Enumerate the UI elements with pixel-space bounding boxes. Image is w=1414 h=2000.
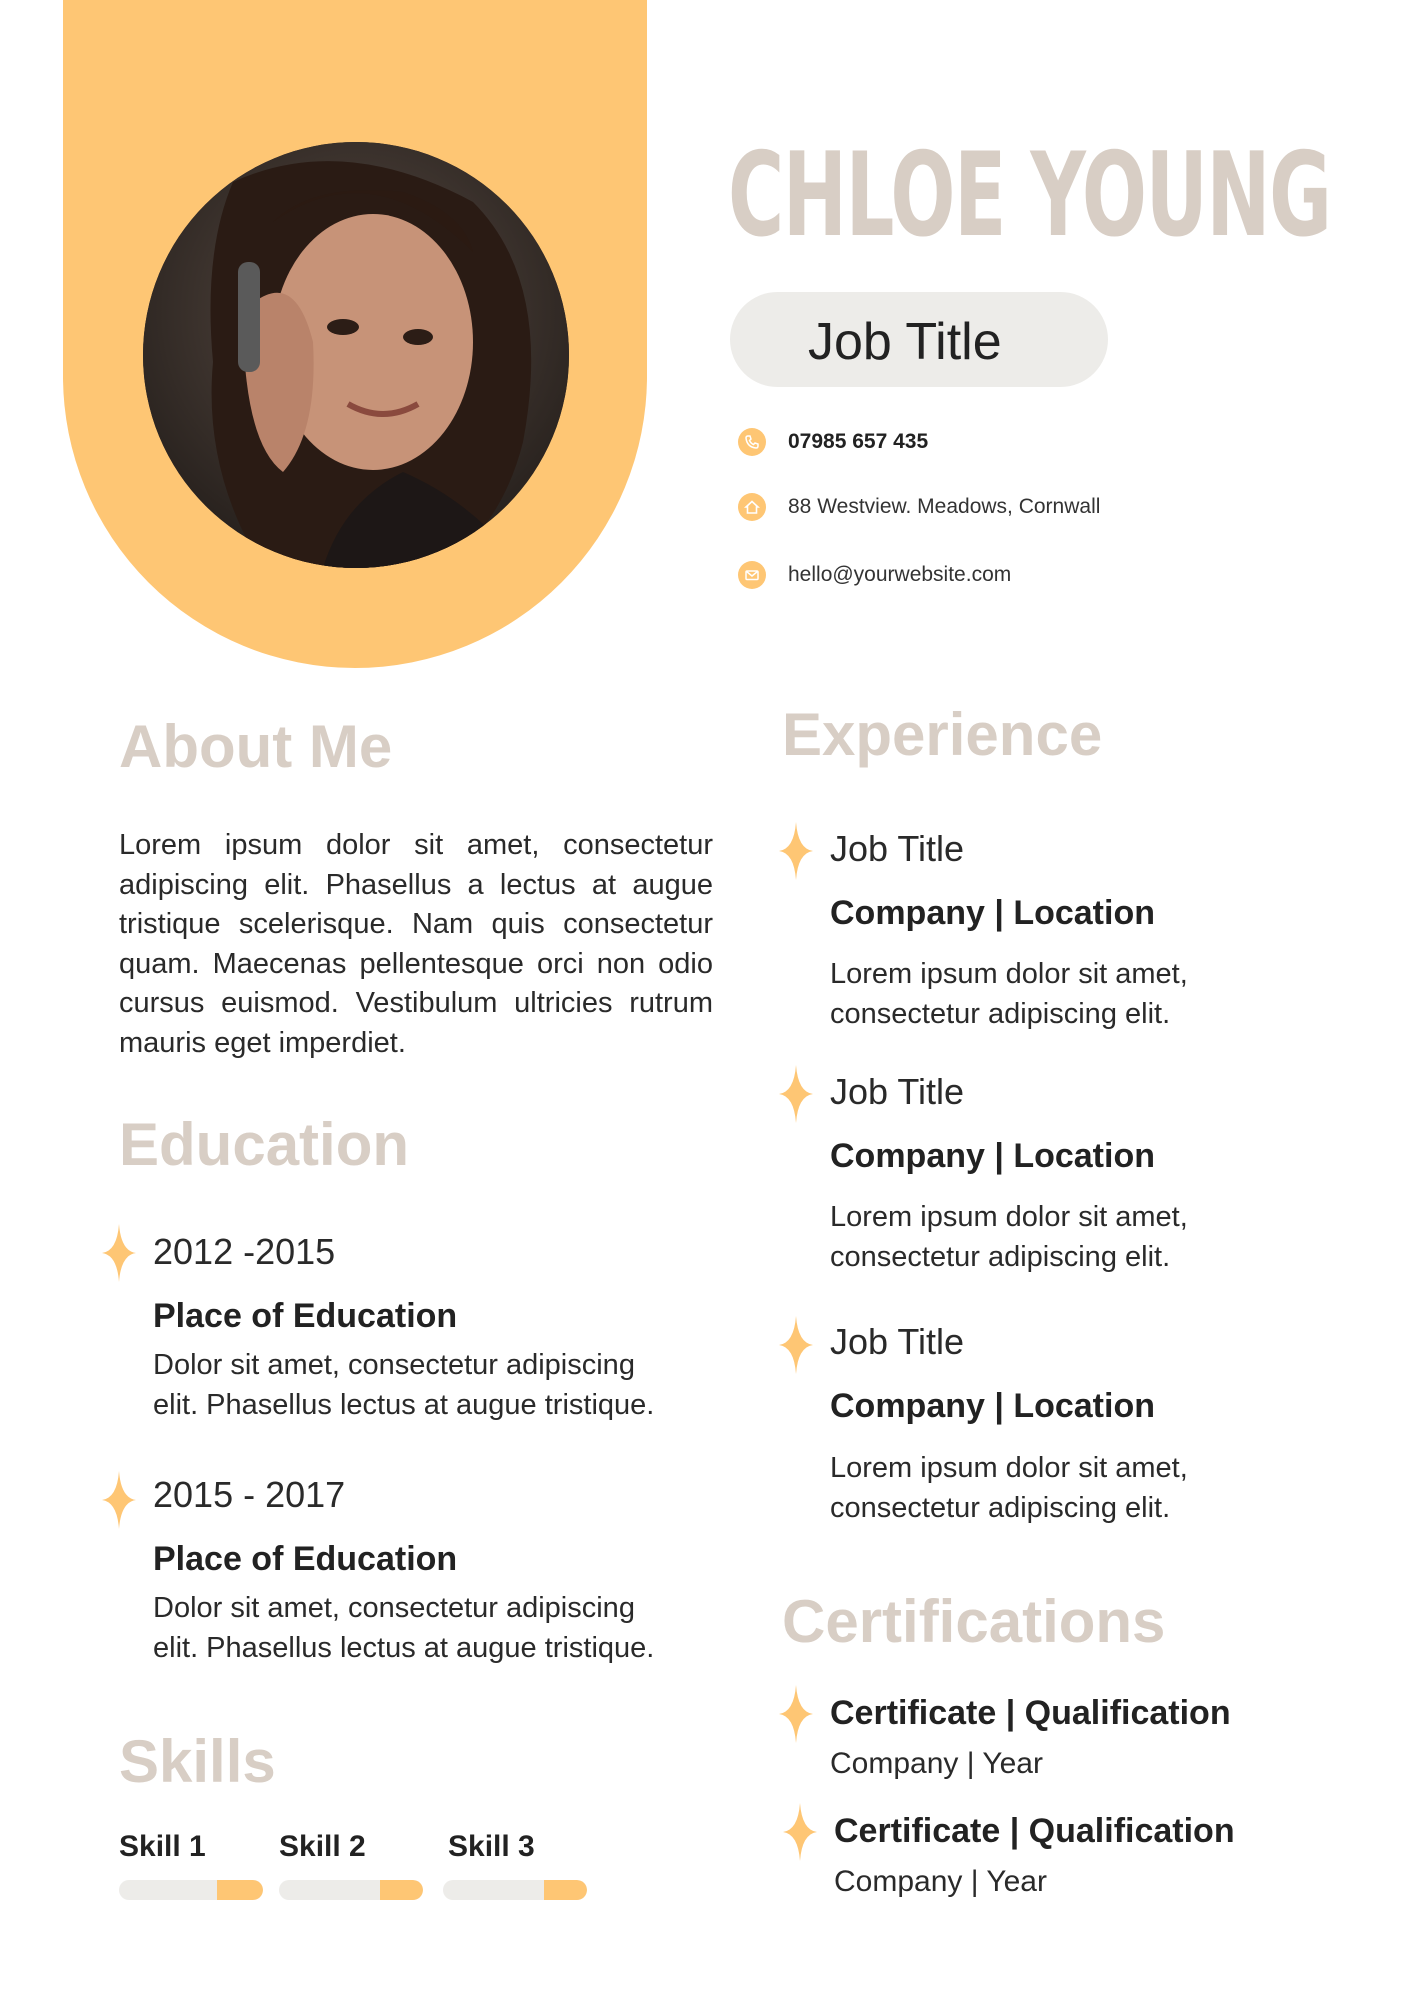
four-point-star-icon — [102, 1224, 136, 1282]
skill-label: Skill 1 — [119, 1830, 206, 1863]
four-point-star-icon — [779, 1065, 813, 1123]
experience-job-title: Job Title — [830, 828, 965, 869]
skill-bar-fill — [380, 1880, 423, 1900]
experience-job-title: Job Title — [830, 1321, 965, 1362]
mail-icon — [738, 561, 766, 589]
contact-phone — [738, 427, 928, 457]
education-description — [153, 1589, 654, 1668]
education-description-line: elit. Phasellus lectus at augue tristique. — [153, 1388, 655, 1421]
experience-description — [830, 1449, 1188, 1528]
education-description-line: Dolor sit amet, consectetur adipiscing — [153, 1349, 635, 1381]
skill-bar-fill — [544, 1880, 587, 1900]
experience-company: Company | Location — [830, 1387, 1155, 1425]
about-text: Lorem ipsum dolor sit amet, consectetur adipiscing elit. Phasellus a lectus at augue tristique scelerisque. Nam quis consectetur quam. Maecenas pellentesque orci non odio cursus euismod. Vestibulum ultricies rutrum mauris eget imperdiet. — [119, 829, 713, 1059]
experience-company: Company | Location — [830, 894, 1155, 932]
address: 88 Westview. Meadows, Cornwall — [788, 495, 1101, 518]
about-heading: About Me — [119, 713, 393, 780]
four-point-star-icon — [102, 1471, 136, 1529]
skills-heading: Skills — [119, 1728, 276, 1795]
skill-bar — [119, 1880, 263, 1900]
experience-heading: Experience — [782, 701, 1103, 768]
education-years: 2012 -2015 — [153, 1231, 336, 1272]
experience-description — [830, 955, 1188, 1034]
skill-bar — [279, 1880, 423, 1900]
home-icon — [738, 493, 766, 521]
contact-address — [738, 492, 1100, 522]
phone-number: 07985 657 435 — [788, 430, 929, 453]
four-point-star-icon — [779, 1316, 813, 1374]
education-description — [153, 1346, 654, 1425]
phone-icon — [738, 428, 766, 456]
experience-description-line: Lorem ipsum dolor sit amet, — [830, 1452, 1188, 1484]
skill-label: Skill 2 — [279, 1830, 366, 1863]
experience-description — [830, 1198, 1188, 1277]
certificate-title: Certificate | Qualification — [830, 1694, 1231, 1732]
experience-job-title: Job Title — [830, 1071, 965, 1112]
experience-description-line: consectetur adipiscing elit. — [830, 1240, 1171, 1273]
experience-company: Company | Location — [830, 1137, 1155, 1175]
experience-description-line: Lorem ipsum dolor sit amet, — [830, 958, 1188, 990]
skill-bar-fill — [217, 1880, 263, 1900]
skill-bar — [443, 1880, 587, 1900]
four-point-star-icon — [779, 822, 813, 880]
four-point-star-icon — [783, 1803, 817, 1861]
skill-label: Skill 3 — [448, 1830, 535, 1863]
contact-email — [738, 560, 1011, 590]
education-description-line: Dolor sit amet, consectetur adipiscing — [153, 1592, 635, 1624]
certifications-heading: Certifications — [782, 1588, 1166, 1655]
email-address: hello@yourwebsite.com — [788, 563, 1012, 586]
education-years: 2015 - 2017 — [153, 1474, 346, 1515]
candidate-name: CHLOE YOUNG — [728, 128, 1331, 263]
experience-description-line: consectetur adipiscing elit. — [830, 1491, 1171, 1524]
certificate-company-year: Company | Year — [834, 1865, 1047, 1898]
experience-description-line: Lorem ipsum dolor sit amet, — [830, 1201, 1188, 1233]
experience-description-line: consectetur adipiscing elit. — [830, 997, 1171, 1030]
education-place: Place of Education — [153, 1540, 458, 1578]
education-description-line: elit. Phasellus lectus at augue tristique. — [153, 1631, 655, 1664]
profile-photo-graphic — [143, 142, 569, 568]
certificate-title: Certificate | Qualification — [834, 1812, 1235, 1850]
four-point-star-icon — [779, 1685, 813, 1743]
profile-photo — [143, 142, 569, 568]
certificate-company-year: Company | Year — [830, 1747, 1043, 1780]
job-title: Job Title — [808, 313, 1002, 371]
education-heading: Education — [119, 1111, 410, 1178]
education-place: Place of Education — [153, 1297, 458, 1335]
job-title-pill — [730, 292, 1108, 387]
